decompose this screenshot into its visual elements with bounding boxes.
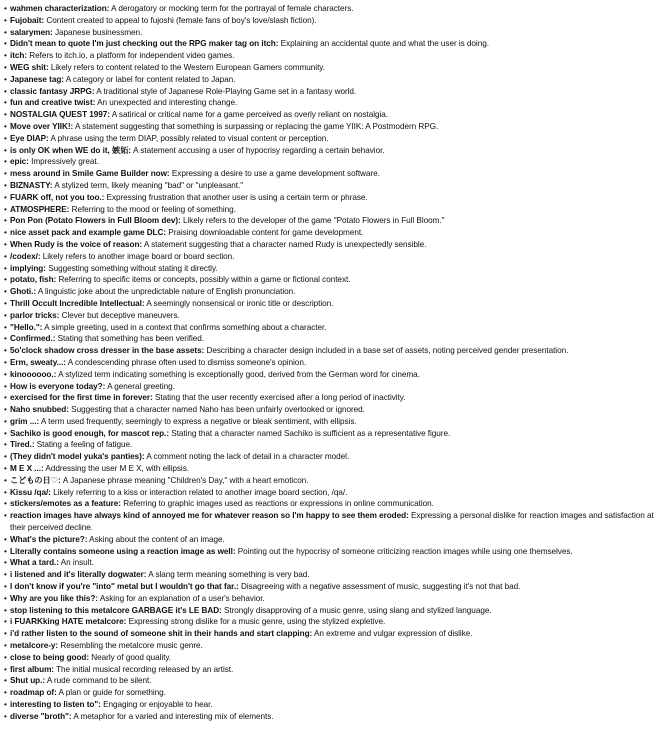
entry-term: How is everyone today?:: [10, 381, 106, 391]
entry-definition: Expressing strong dislike for a music genre, using the stylized expletive.: [128, 617, 386, 627]
entry-definition: Asking about the content of an image.: [89, 534, 225, 544]
bullet-icon: •: [4, 511, 7, 521]
entry-term: Naho snubbed:: [10, 405, 69, 415]
entry-term: Ghoti.:: [10, 287, 37, 297]
bullet-icon: •: [4, 405, 7, 415]
entry-term: interesting to listen to":: [10, 700, 101, 710]
entry-term: i'd rather listen to the sound of someone shit in their hands and start clapping:: [10, 629, 313, 639]
glossary-entry: [4, 664, 672, 676]
entry-term: BIZNASTY:: [10, 180, 53, 190]
glossary-entry: [4, 439, 672, 451]
bullet-icon: •: [4, 145, 7, 155]
entry-term: ATMOSPHERE:: [10, 204, 70, 214]
entry-term: salarymen:: [10, 27, 53, 37]
entry-definition: Likely referring to a kiss or interaction related to another image board section, /qa/.: [53, 487, 348, 497]
entry-definition: Refers to itch.io, a platform for independent video games.: [29, 51, 235, 61]
bullet-icon: •: [4, 369, 7, 379]
entry-definition: A category or label for content related to Japan.: [65, 74, 236, 84]
bullet-icon: •: [4, 298, 7, 308]
bullet-icon: •: [4, 440, 7, 450]
entry-term: /codex/:: [10, 251, 41, 261]
bullet-icon: •: [4, 51, 7, 61]
glossary-entry: [4, 239, 672, 251]
entry-definition: A plan or guide for something.: [58, 688, 166, 698]
bullet-icon: •: [4, 15, 7, 25]
entry-definition: A simple greeting, used in a context that confirms something about a character.: [44, 322, 327, 332]
bullet-icon: •: [4, 452, 7, 462]
entry-definition: Praising downloadable content for game development.: [168, 228, 364, 238]
glossary-entry: [4, 510, 660, 534]
glossary-entry: [4, 498, 672, 510]
bullet-icon: •: [4, 263, 7, 273]
entry-definition: Nearly of good quality.: [91, 652, 172, 662]
entry-definition: Resembling the metalcore music genre.: [60, 641, 203, 651]
entry-definition: Addressing the user M E X, with ellipsis.: [45, 464, 189, 474]
glossary-entry: [4, 345, 672, 357]
bullet-icon: •: [4, 688, 7, 698]
bullet-icon: •: [4, 664, 7, 674]
entry-definition: A stylized term indicating something is exceptionally good, derived from the German word for cinema.: [58, 369, 420, 379]
glossary-entry: [4, 204, 672, 216]
bullet-icon: •: [4, 275, 7, 285]
entry-definition: An unexpected and interesting change.: [97, 98, 238, 108]
glossary-entry: [4, 392, 672, 404]
entry-term: roadmap of:: [10, 688, 57, 698]
entry-definition: Explaining an accidental quote and what the user is doing.: [280, 39, 489, 49]
bullet-icon: •: [4, 239, 7, 249]
bullet-icon: •: [4, 652, 7, 662]
entry-definition: A traditional style of Japanese Role-Playing Game set in a fantasy world.: [96, 86, 357, 96]
glossary-entry: [4, 322, 672, 334]
entry-definition: Japanese businessmen.: [54, 27, 143, 37]
entry-definition: Likely refers to another image board or board section.: [42, 251, 235, 261]
entry-term: exercised for the first time in forever:: [10, 393, 153, 403]
entry-term: diverse "broth":: [10, 711, 72, 721]
glossary-entry: [4, 534, 672, 546]
entry-definition: Clever but deceptive maneuvers.: [61, 310, 180, 320]
glossary-entry: [4, 192, 672, 204]
bullet-icon: •: [4, 558, 7, 568]
bullet-icon: •: [4, 204, 7, 214]
entry-definition: Likely refers to content related to the Western European Gamers community.: [50, 62, 325, 72]
entry-definition: Stating that something has been verified.: [57, 334, 204, 344]
glossary-entry: [4, 628, 672, 640]
entry-term: Thrill Occult Incredible Intellectual:: [10, 298, 145, 308]
glossary-entry: [4, 121, 672, 133]
entry-definition: Expressing a desire to use a game development software.: [171, 169, 380, 179]
entry-term: itch:: [10, 51, 28, 61]
entry-definition: An insult.: [60, 558, 94, 568]
bullet-icon: •: [4, 617, 7, 627]
entry-definition: Suggesting that a character named Naho has been unfairly overlooked or ignored.: [71, 405, 365, 415]
bullet-icon: •: [4, 133, 7, 143]
glossary-entry: [4, 546, 672, 558]
glossary-entry: [4, 310, 672, 322]
bullet-icon: •: [4, 605, 7, 615]
entry-term: WEG shit:: [10, 62, 49, 72]
bullet-icon: •: [4, 192, 7, 202]
entry-definition: A term used frequently, seemingly to express a negative or bleak sentiment, with ellipsis.: [40, 416, 357, 426]
glossary-entry: [4, 581, 672, 593]
entry-term: Sachiko is good enough, for mascot rep.:: [10, 428, 170, 438]
entry-term: M E X ...:: [10, 464, 44, 474]
entry-term: i listened and it's literally dogwater:: [10, 570, 147, 580]
glossary-entry: [4, 97, 672, 109]
bullet-icon: •: [4, 334, 7, 344]
entry-definition: A general greeting.: [107, 381, 175, 391]
entry-term: mess around in Smile Game Builder now:: [10, 169, 170, 179]
glossary-entry: [4, 487, 672, 499]
glossary-entry: [4, 381, 672, 393]
glossary-entry: [4, 86, 672, 98]
entry-term: Why are you like this?:: [10, 593, 99, 603]
glossary-entry: [4, 3, 672, 15]
glossary-entry: [4, 298, 672, 310]
glossary-entry: [4, 62, 672, 74]
entry-definition: Expressing frustration that another user is using a certain term or phrase.: [106, 192, 368, 202]
entry-term: grim ...:: [10, 416, 40, 426]
glossary-entry: [4, 15, 672, 27]
entry-term: When Rudy is the voice of reason:: [10, 239, 143, 249]
glossary-entry: [4, 74, 672, 86]
bullet-icon: •: [4, 157, 7, 167]
entry-definition: A rude command to be silent.: [46, 676, 152, 686]
bullet-icon: •: [4, 228, 7, 238]
entry-definition: Likely refers to the developer of the game "Potato Flowers in Full Bloom.": [182, 216, 445, 226]
entry-term: kinoooooo.:: [10, 369, 57, 379]
bullet-icon: •: [4, 546, 7, 556]
glossary-entry: [4, 180, 672, 192]
entry-definition: A satirical or critical name for a game perceived as overly reliant on nostalgia.: [111, 110, 389, 120]
glossary-entry: [4, 38, 672, 50]
bullet-icon: •: [4, 287, 7, 297]
entry-definition: The initial musical recording released by an artist.: [56, 664, 234, 674]
bullet-icon: •: [4, 464, 7, 474]
glossary-entry: [4, 451, 672, 463]
entry-term: is only OK when WE do it, 嫉妬:: [10, 145, 131, 155]
glossary-entry: [4, 145, 672, 157]
bullet-icon: •: [4, 357, 7, 367]
glossary-entry: [4, 251, 672, 263]
bullet-icon: •: [4, 62, 7, 72]
entry-definition: Impressively great.: [31, 157, 99, 167]
entry-definition: Referring to graphic images used as reactions or expressions in online communication.: [123, 499, 434, 509]
entry-definition: A derogatory or mocking term for the portrayal of female characters.: [111, 4, 354, 13]
bullet-icon: •: [4, 216, 7, 226]
entry-term: Confirmed.:: [10, 334, 56, 344]
entry-term: implying:: [10, 263, 46, 273]
entry-definition: A phrase using the term DIAP, possibly related to visual content or perception.: [50, 133, 329, 143]
glossary-entry: [4, 109, 672, 121]
glossary-entry: [4, 593, 672, 605]
entry-term: What a tard.:: [10, 558, 59, 568]
entry-term: (They didn't model yuka's panties):: [10, 452, 145, 462]
glossary-entry: [4, 227, 672, 239]
glossary-entry: [4, 711, 672, 723]
glossary-entry: [4, 463, 672, 475]
entry-definition: Stating that a character named Sachiko is sufficient as a representative figure.: [171, 428, 451, 438]
entry-definition: Asking for an explanation of a user's behavior.: [99, 593, 265, 603]
glossary-entry: [4, 675, 672, 687]
entry-term: classic fantasy JRPG:: [10, 86, 95, 96]
entry-definition: Disagreeing with a negative assessment of music, suggesting it's not that bad.: [240, 582, 521, 592]
bullet-icon: •: [4, 428, 7, 438]
glossary-entry: [4, 333, 672, 345]
entry-definition: A metaphor for a varied and interesting mix of elements.: [73, 711, 274, 721]
entry-term: I don't know if you're "into" metal but I wouldn't go that far.:: [10, 582, 239, 592]
entry-term: Eye DIAP:: [10, 133, 49, 143]
bullet-icon: •: [4, 416, 7, 426]
entry-term: Japanese tag:: [10, 74, 64, 84]
entry-term: potato, fish:: [10, 275, 57, 285]
entry-term: Fujobait:: [10, 15, 45, 25]
bullet-icon: •: [4, 676, 7, 686]
glossary-entry: [4, 557, 672, 569]
glossary-entry: [4, 369, 672, 381]
entry-definition: Pointing out the hypocrisy of someone criticizing reaction images while using one themselves.: [237, 546, 573, 556]
entry-term: Didn't mean to quote I'm just checking out the RPG maker tag on itch:: [10, 39, 279, 49]
glossary-entry: [4, 699, 672, 711]
entry-term: metalcore-y:: [10, 641, 59, 651]
entry-definition: A seemingly nonsensical or ironic title or description.: [146, 298, 334, 308]
entry-term: close to being good:: [10, 652, 90, 662]
bullet-icon: •: [4, 121, 7, 131]
glossary-entry: [4, 428, 672, 440]
bullet-icon: •: [4, 534, 7, 544]
entry-definition: A comment noting the lack of detail in a character model.: [146, 452, 350, 462]
bullet-icon: •: [4, 27, 7, 37]
glossary-entry: [4, 133, 672, 145]
entry-term: FUARK off, not you too.:: [10, 192, 105, 202]
bullet-icon: •: [4, 629, 7, 639]
entry-definition: An extreme and vulgar expression of dislike.: [314, 629, 473, 639]
entry-term: first album:: [10, 664, 54, 674]
bullet-icon: •: [4, 39, 7, 49]
entry-definition: A slang term meaning something is very bad.: [148, 570, 310, 580]
bullet-icon: •: [4, 499, 7, 509]
entry-term: Move over YIIK!:: [10, 121, 74, 131]
entry-term: Literally contains someone using a reaction image as well:: [10, 546, 236, 556]
entry-term: こどもの日♡:: [10, 475, 61, 485]
entry-term: reaction images have always kind of annoyed me for whatever reason so I'm happy to see them eroded:: [10, 511, 409, 521]
bullet-icon: •: [4, 593, 7, 603]
bullet-icon: •: [4, 310, 7, 320]
bullet-icon: •: [4, 711, 7, 721]
glossary-entry: [4, 640, 672, 652]
entry-definition: A statement accusing a user of hypocrisy regarding a certain behavior.: [133, 145, 385, 155]
entry-definition: A statement suggesting that a character named Rudy is unexpectedly sensible.: [143, 239, 427, 249]
glossary-entry: [4, 274, 672, 286]
bullet-icon: •: [4, 346, 7, 356]
entry-term: stop listening to this metalcore GARBAGE it's LE BAD:: [10, 605, 222, 615]
bullet-icon: •: [4, 641, 7, 651]
entry-definition: Expressing a personal dislike for reaction images and satisfaction at their perceived decline.: [10, 511, 654, 533]
entry-term: 5o'clock shadow cross dresser in the base assets:: [10, 346, 205, 356]
entry-definition: A Japanese phrase meaning "Children's Day," with a heart emoticon.: [62, 475, 309, 485]
entry-term: Kissu /qa/:: [10, 487, 51, 497]
glossary-entry: [4, 215, 672, 227]
glossary-entry: [4, 605, 672, 617]
glossary-entry: [4, 357, 672, 369]
bullet-icon: •: [4, 86, 7, 96]
glossary-entry: [4, 50, 672, 62]
bullet-icon: •: [4, 393, 7, 403]
glossary-entry: [4, 286, 672, 298]
entry-definition: Content created to appeal to fujoshi (female fans of boy's love/slash fiction).: [46, 15, 317, 25]
glossary-entry: [4, 416, 672, 428]
entry-definition: Engaging or enjoyable to hear.: [103, 700, 213, 710]
bullet-icon: •: [4, 180, 7, 190]
entry-term: What's the picture?:: [10, 534, 88, 544]
glossary-entry: [4, 27, 672, 39]
bullet-icon: •: [4, 98, 7, 108]
entry-term: "Hello.":: [10, 322, 43, 332]
entry-definition: A linguistic joke about the unpredictable nature of English pronunciation.: [37, 287, 296, 297]
entry-term: epic:: [10, 157, 29, 167]
glossary-entry: [4, 168, 672, 180]
bullet-icon: •: [4, 110, 7, 120]
glossary-entry: [4, 687, 672, 699]
entry-term: wahmen characterization:: [10, 4, 110, 13]
bullet-icon: •: [4, 570, 7, 580]
entry-term: Pon Pon (Potato Flowers in Full Bloom dev):: [10, 216, 181, 226]
glossary-entry: [4, 652, 672, 664]
entry-term: Shut up.:: [10, 676, 46, 686]
entry-definition: Strongly disapproving of a music genre, using slang and stylized language.: [223, 605, 492, 615]
bullet-icon: •: [4, 582, 7, 592]
entry-definition: A condescending phrase often used to dismiss someone's opinion.: [67, 357, 307, 367]
glossary-entry: [4, 475, 672, 487]
entry-term: parlor tricks:: [10, 310, 60, 320]
glossary-entry: [4, 263, 672, 275]
entry-definition: Referring to specific items or concepts, possibly within a game or fictional context.: [58, 275, 351, 285]
bullet-icon: •: [4, 169, 7, 179]
glossary-entry: [4, 569, 672, 581]
bullet-icon: •: [4, 4, 7, 13]
glossary-entry: [4, 156, 672, 168]
entry-term: NOSTALGIA QUEST 1997:: [10, 110, 110, 120]
bullet-icon: •: [4, 381, 7, 391]
bullet-icon: •: [4, 322, 7, 332]
entry-term: Tired.:: [10, 440, 35, 450]
entry-term: stickers/emotes as a feature:: [10, 499, 121, 509]
bullet-icon: •: [4, 700, 7, 710]
bullet-icon: •: [4, 74, 7, 84]
entry-definition: Stating that the user recently exercised after a long period of inactivity.: [154, 393, 406, 403]
entry-definition: Describing a character design included in a base set of assets, noting perceived gender presentation.: [206, 346, 569, 356]
entry-term: Erm, sweaty...:: [10, 357, 66, 367]
glossary-entry: [4, 616, 672, 628]
entry-definition: Referring to the mood or feeling of something.: [71, 204, 236, 214]
glossary-entry: [4, 404, 672, 416]
bullet-icon: •: [4, 487, 7, 497]
entry-definition: Suggesting something without stating it directly.: [48, 263, 218, 273]
entry-term: fun and creative twist:: [10, 98, 96, 108]
entry-term: nice asset pack and example game DLC:: [10, 228, 167, 238]
bullet-icon: •: [4, 475, 7, 485]
entry-definition: Stating a feeling of fatigue.: [36, 440, 133, 450]
entry-term: i FUARKking HATE metalcore:: [10, 617, 127, 627]
bullet-icon: •: [4, 251, 7, 261]
entry-definition: A statement suggesting that something is surpassing or replacing the game YIIK: A Postmodern RPG.: [74, 121, 439, 131]
entry-definition: A stylized term, likely meaning "bad" or "unpleasant.": [54, 180, 244, 190]
